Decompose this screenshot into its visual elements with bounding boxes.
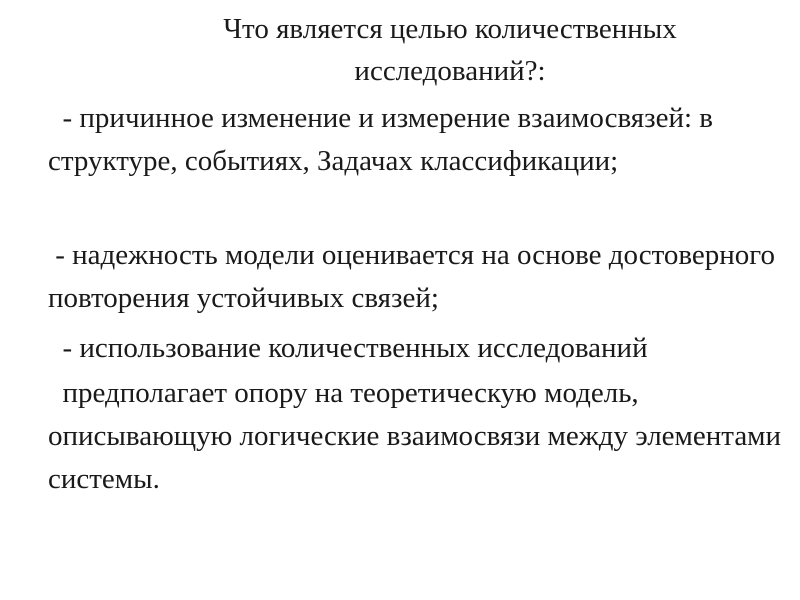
paragraph-model-reliability: - надежность модели оценивается на основе достоверного повторения устойчивых связей; [48,239,783,314]
paragraph-use-of-research: - использование количественных исследований [48,332,648,364]
paragraph-causal-change: - причинное изменение и измерение взаимосвязей: в структуре, событиях, Задачах классификации; [48,102,721,177]
slide-title: Что является целью количественных исследований?: [223,13,677,87]
paragraph-theoretical-model: предполагает опору на теоретическую модель, описывающую логические взаимосвязи между элементами системы. [48,377,789,495]
